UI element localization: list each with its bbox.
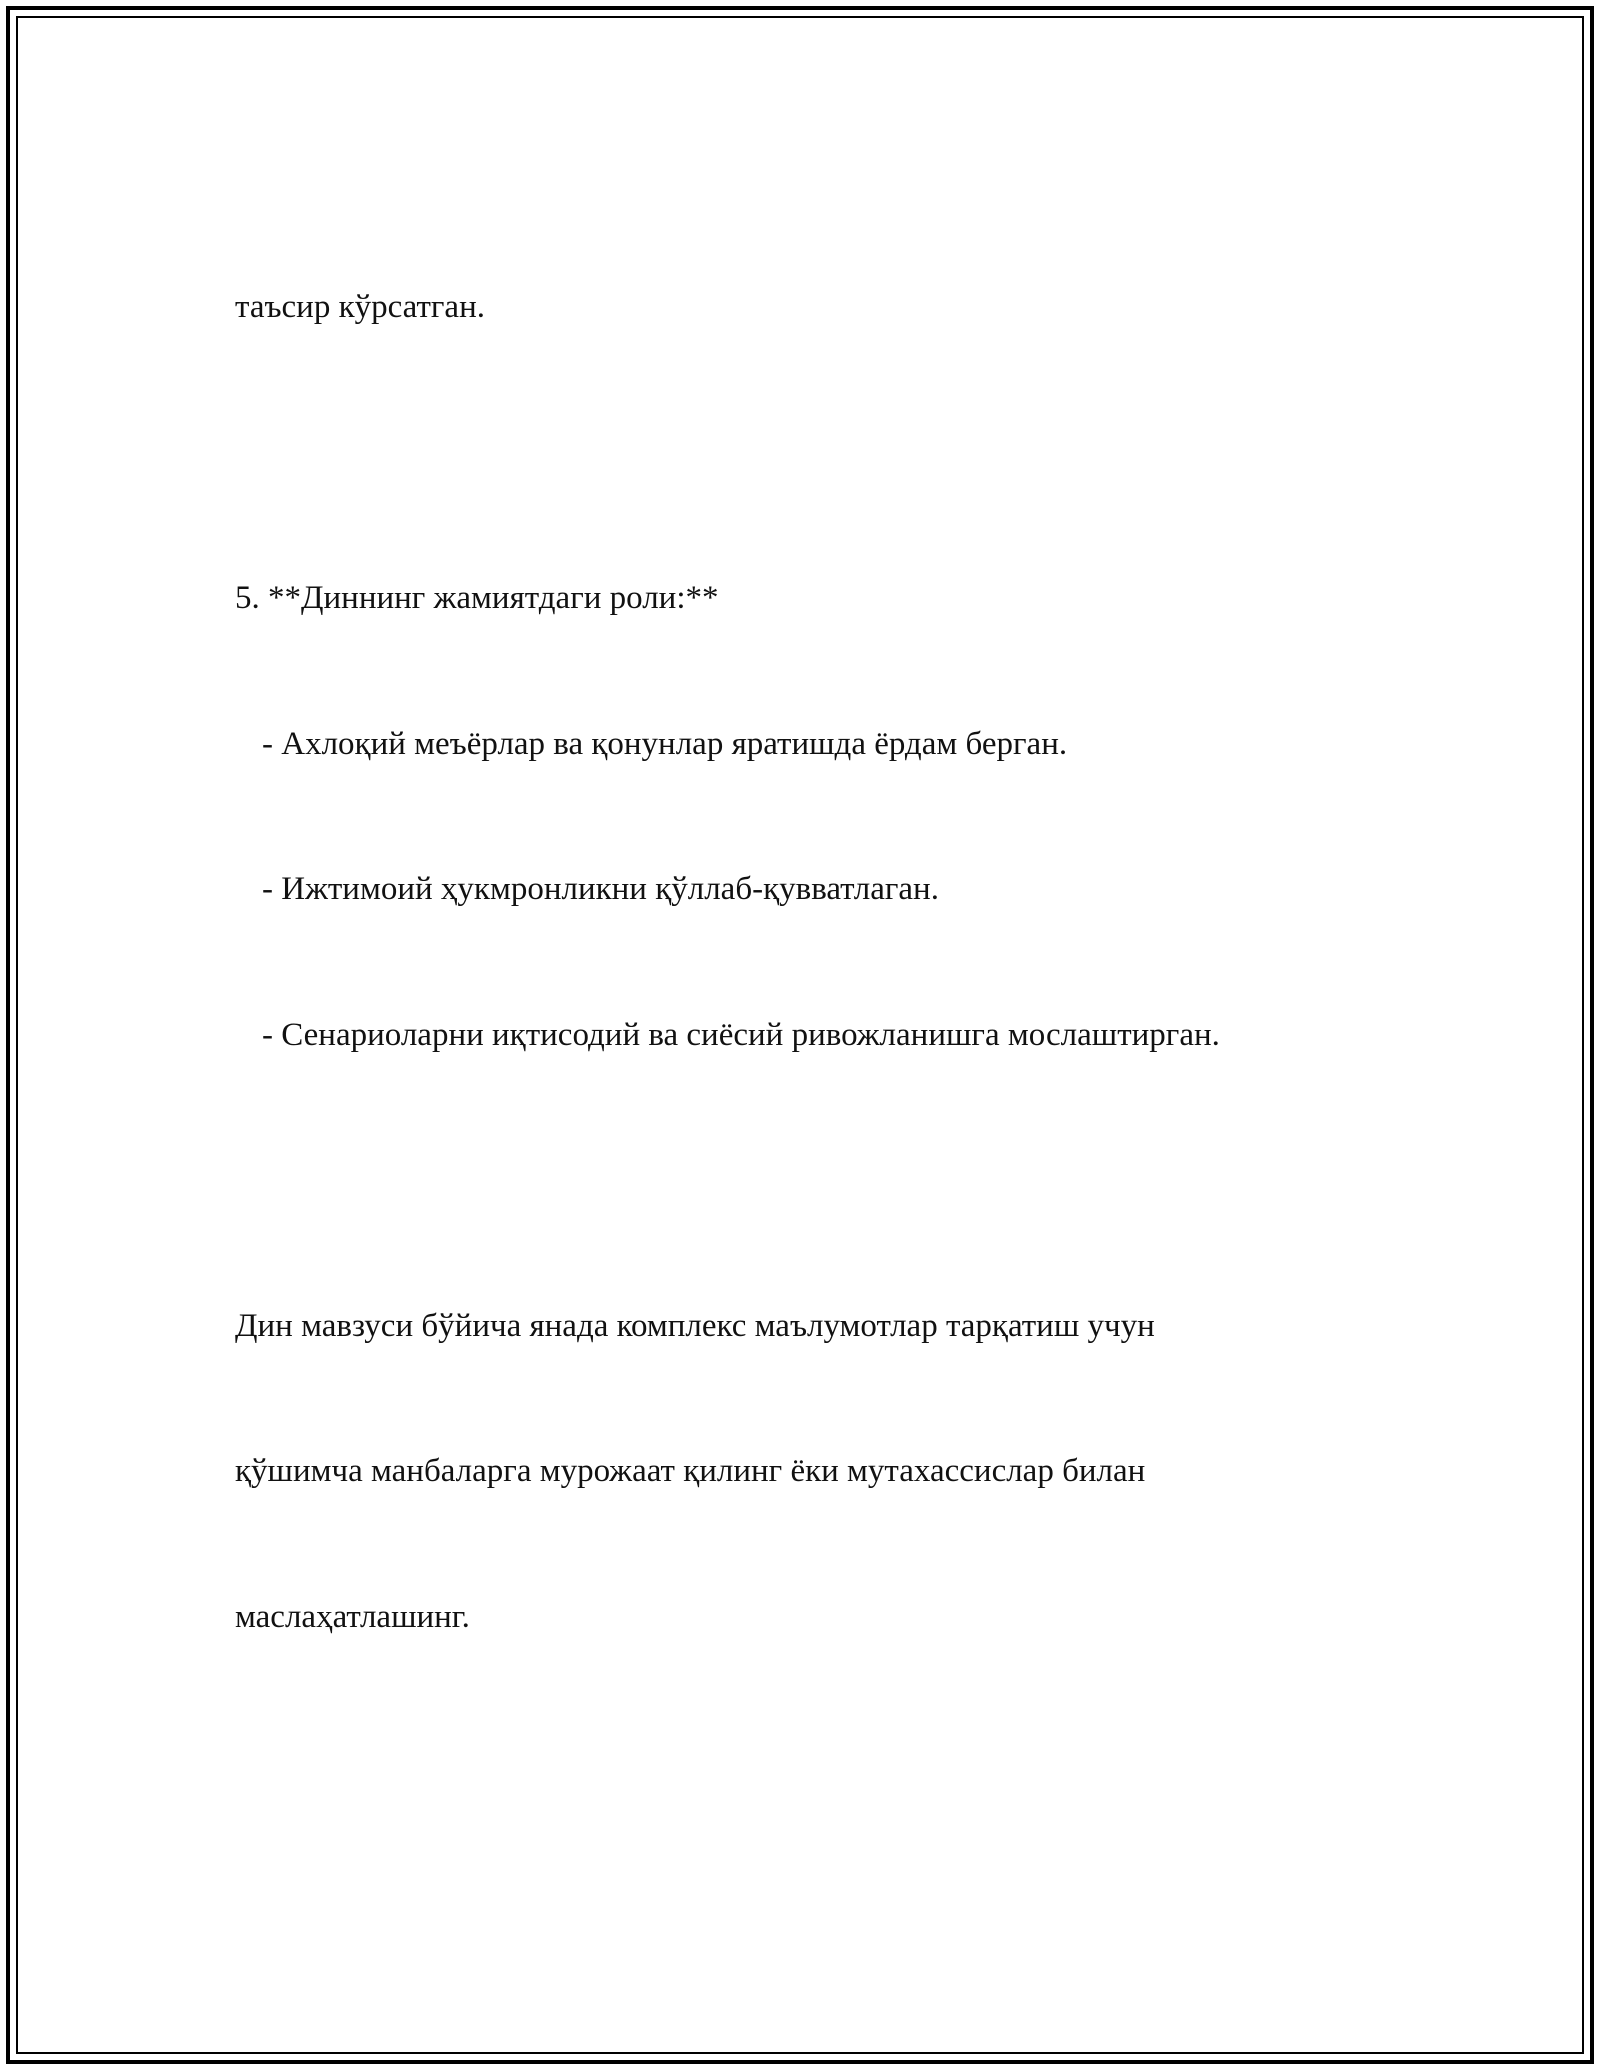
list-item: - Сенариоларни иқтисодий ва сиёсий ривожланишга мослаштирган. — [262, 1016, 1220, 1053]
list-item: - Ижтимоий ҳукмронликни қўллаб-қувватлаган. — [262, 871, 939, 907]
list-item: - Ахлоқий меъёрлар ва қонунлар яратишда ёрдам берган. — [262, 725, 1068, 762]
closing-paragraph-line: Дин мавзуси бўйича янада комплекс маълумотлар тарқатиш учун — [235, 1307, 1155, 1344]
closing-paragraph-line: маслаҳатлашинг. — [235, 1598, 470, 1635]
document-body — [235, 186, 1385, 1690]
blank-line — [235, 429, 1385, 478]
blank-line — [235, 1156, 1385, 1205]
continuation-line: таъсир кўрсатган. — [235, 289, 485, 325]
closing-paragraph-line: қўшимча манбаларга мурожаат қилинг ёки мутахассислар билан — [235, 1453, 1146, 1489]
section-heading: 5. **Диннинг жамиятдаги роли:** — [235, 580, 719, 616]
